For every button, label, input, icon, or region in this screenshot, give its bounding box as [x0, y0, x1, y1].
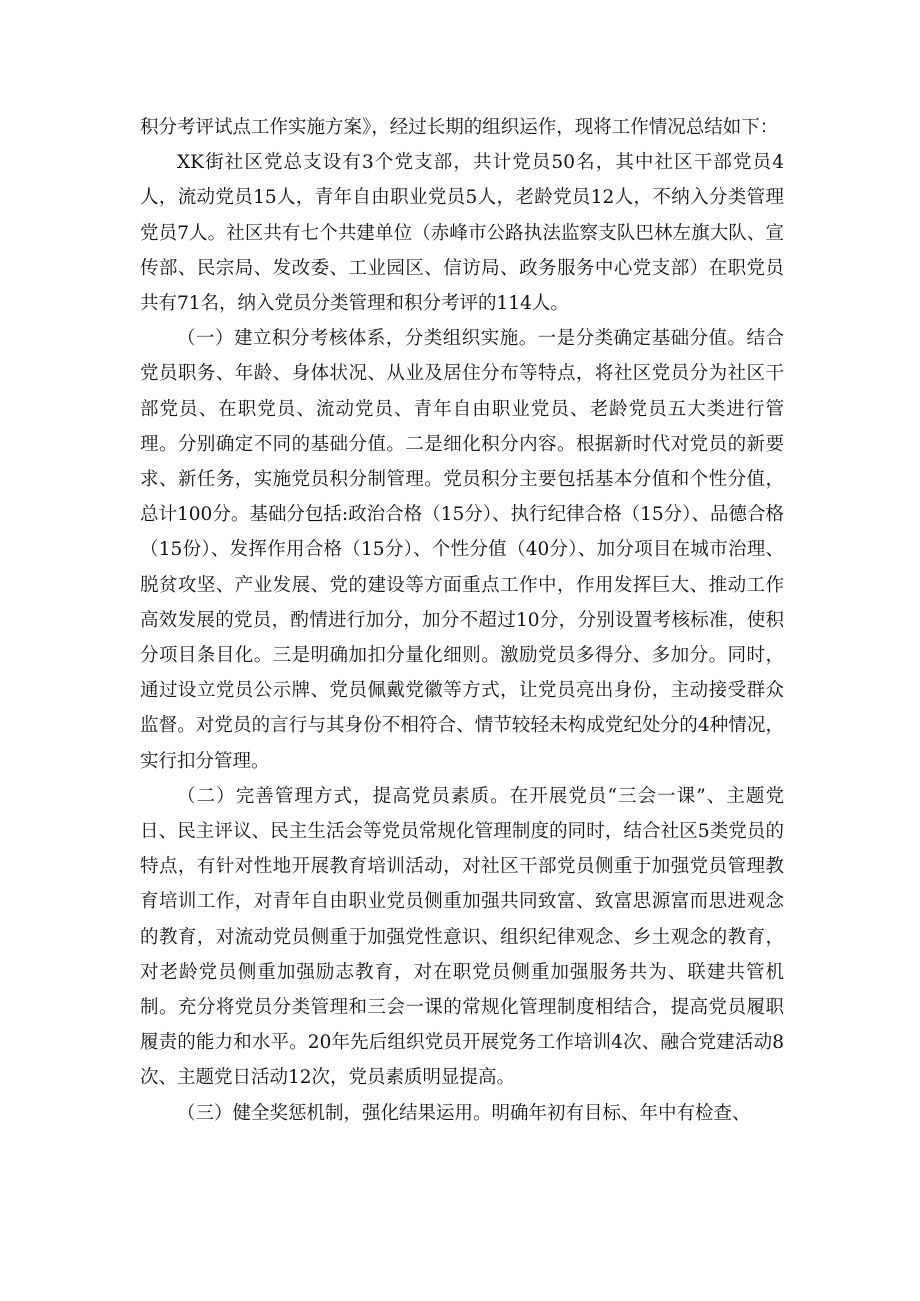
- paragraph-section-3: （三）健全奖惩机制，强化结果运用。明确年初有目标、年中有检查、: [177, 1102, 751, 1124]
- paragraph-overview: XK街社区党总支设有3个党支部，共计党员50名，其中社区干部党员4人，流动党员15人，青年自由职业党员5人，老龄党员12人，不纳入分类管理党员7人。社区共有七个共建单位（赤峰市公路执法监察支队巴林左旗大队、宣传部、民宗局、发改委、工业园区、信访局、政务服务中心党支部）在职党员共有71名，纳入党员分类管理和积分考评的114人。: [140, 152, 784, 315]
- paragraph-section-1: （一）建立积分考核体系，分类组织实施。一是分类确定基础分值。结合党员职务、年龄、身体状况、从业及居住分布等特点，将社区党员分为社区干部党员、在职党员、流动党员、青年自由职业党员、老龄党员五大类进行管理。分别确定不同的基础分值。二是细化积分内容。根据新时代对党员的新要求、新任务，实施党员积分制管理。党员积分主要包括基本分值和个性分值，总计100分。基础分包括:政治合格（15分）、执行纪律合格（15分）、品德合格（15份）、发挥作用合格（15分）、个性分值（40分）、加分项目在城市治理、脱贫攻坚、产业发展、党的建设等方面重点工作中，作用发挥巨大、推动工作高效发展的党员，酌情进行加分，加分不超过10分，分别设置考核标准，使积分项目条目化。三是明确加扣分量化细则。激励党员多得分、多加分。同时，通过设立党员公示牌、党员佩戴党徽等方式，让党员亮出身份，主动接受群众监督。对党员的言行与其身份不相符合、情节较轻未构成党纪处分的4种情况，实行扣分管理。: [140, 328, 784, 772]
- paragraph-section-2: （二）完善管理方式，提高党员素质。在开展党员“三会一课”、主题党日、民主评议、民主生活会等党员常规化管理制度的同时，结合社区5类党员的特点，有针对性地开展教育培训活动，对社区干部党员侧重于加强党员管理教育培训工作，对青年自由职业党员侧重加强共同致富、致富思源富而思进观念的教育，对流动党员侧重于加强党性意识、组织纪律观念、乡土观念的教育，对老龄党员侧重加强励志教育，对在职党员侧重加强服务共为、联建共管机制。充分将党员分类管理和三会一课的常规化管理制度相结合，提高党员履职履责的能力和水平。20年先后组织党员开展党务工作培训4次、融合党建活动8次、主题党日活动12次，党员素质明显提高。: [140, 785, 784, 1089]
- paragraph-intro-continuation: 积分考评试点工作实施方案》，经过长期的组织运作，现将工作情况总结如下：: [140, 117, 779, 138]
- document-page: [140, 110, 784, 1131]
